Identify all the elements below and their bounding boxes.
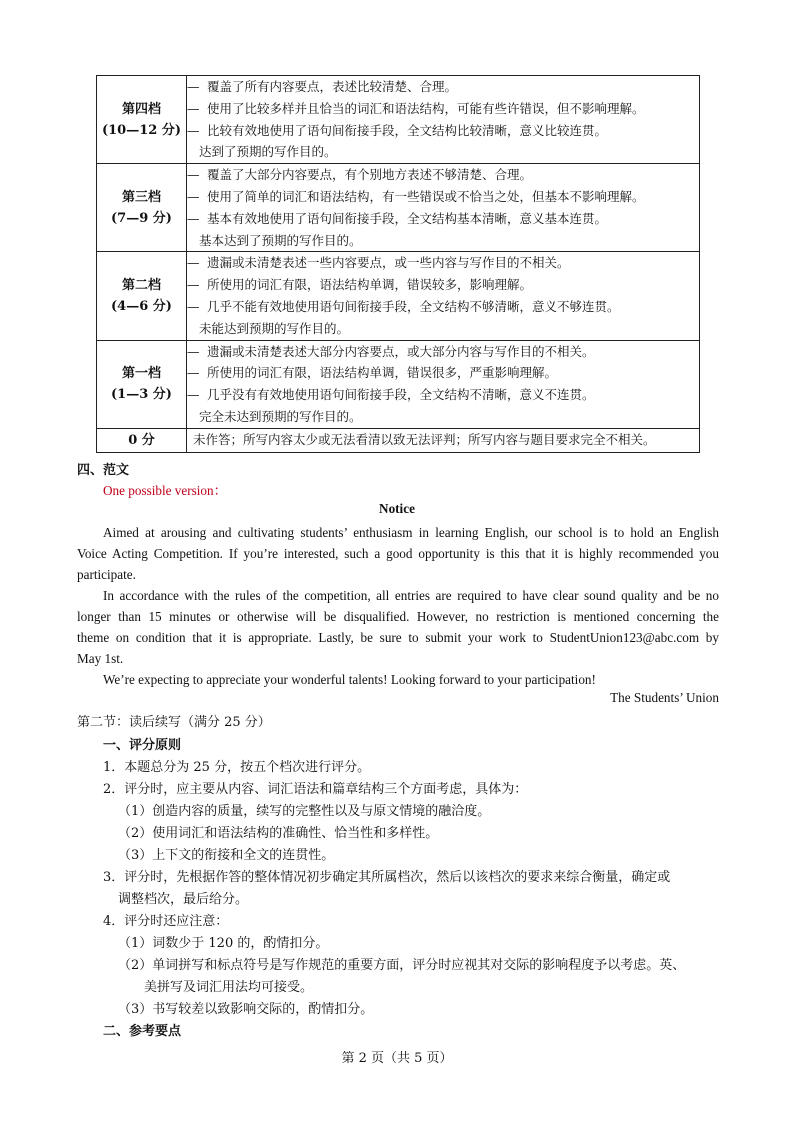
grade-level-cell (97, 252, 187, 340)
grade-zero-description: 未作答；所写内容太少或无法看清以致无法评判；所写内容与题目要求完全不相关。 (187, 428, 700, 452)
rule-subitem: （2）使用词汇和语法结构的准确性、恰当性和多样性。 (118, 826, 439, 841)
grade-level-cell (97, 76, 187, 164)
text-line: In accordance with the rules of the competition, all entries are required to have clear sound quality and be no (103, 588, 719, 603)
grade-level-cell (97, 164, 187, 252)
grade-description-cell (187, 252, 700, 340)
text-line: Voice Acting Competition. If you’re interested, such a good opportunity is this that it is highly recommended you (77, 546, 719, 561)
signature: The Students’ Union (610, 690, 719, 705)
grade-level-name: 第四档 (121, 101, 161, 117)
rule-item: 3．评分时，先根据作答的整体情况初步确定其所属档次，然后以该档次的要求来综合衡量，确定或 (103, 870, 671, 885)
criterion-line: — 几乎不能有效地使用语句间衔接手段，全文结构不够清晰，意义不够连贯。 (187, 298, 620, 314)
criterion-line: — 遗漏或未清楚表述一些内容要点，或一些内容与写作目的不相关。 (187, 255, 570, 271)
criterion-summary: 完全未达到预期的写作目的。 (199, 408, 362, 424)
criterion-line: — 基本有效地使用了语句间衔接手段，全文结构基本清晰，意义基本连贯。 (187, 210, 608, 226)
grade-row-1 (97, 340, 700, 428)
rule-item: 2．评分时，应主要从内容、词汇语法和篇章结构三个方面考虑，具体为： (103, 782, 528, 797)
criterion-line: — 覆盖了大部分内容要点，有个别地方表述不够清楚、合理。 (187, 167, 533, 183)
grade-level-score: (10—12 分) (101, 122, 181, 138)
grade-description-cell (187, 340, 700, 428)
criterion-line: — 比较有效地使用了语句间衔接手段，全文结构比较清晰，意义比较连贯。 (187, 122, 608, 138)
sample-label: One possible version： (103, 483, 227, 498)
rule-subitem: （2）单词拼写和标点符号是写作规范的重要方面，评分时应视其对交际的影响程度予以考虑。英、 (118, 958, 686, 973)
grading-table (96, 75, 700, 453)
rule-subitem: （1）词数少于 120 的，酌情扣分。 (118, 936, 329, 951)
text-line: May 1st. (77, 651, 124, 666)
criterion-summary: 未能达到预期的写作目的。 (199, 320, 350, 336)
grade-row-3 (97, 164, 700, 252)
criterion-line: — 使用了比较多样并且恰当的词汇和语法结构，可能有些许错误，但不影响理解。 (187, 100, 645, 116)
notice-title: Notice (379, 501, 415, 516)
sample-paragraph-1 (77, 522, 719, 585)
criterion-line: — 几乎没有有效地使用语句间衔接手段，全文结构不清晰，意义不连贯。 (187, 387, 595, 403)
text-line: We’re expecting to appreciate your wonderful talents! Looking forward to your participation! (103, 672, 596, 687)
criterion-line: — 遗漏或未清楚表述大部分内容要点，或大部分内容与写作目的不相关。 (187, 343, 595, 359)
reference-points-heading: 二、参考要点 (103, 1024, 182, 1039)
rule-item: 4．评分时还应注意： (103, 914, 229, 929)
grade-row-0 (97, 428, 700, 452)
criterion-line: — 覆盖了所有内容要点，表述比较清楚、合理。 (187, 79, 458, 94)
text-line: participate. (77, 567, 136, 582)
rule-subitem: （3）书写较差以致影响交际的，酌情扣分。 (118, 1002, 374, 1017)
grade-description-cell (187, 76, 700, 164)
grade-level-name: 第一档 (121, 366, 161, 382)
grade-row-4 (97, 76, 700, 164)
text-line: theme on condition that it is appropriate. Lastly, be sure to submit your work to StudentUnion123@abc.com by (77, 630, 719, 645)
grade-description-cell (187, 164, 700, 252)
criterion-line: — 所使用的词汇有限，语法结构单调，错误较多，影响理解。 (187, 277, 533, 293)
scoring-principles-heading: 一、评分原则 (103, 738, 182, 753)
criterion-summary: 达到了预期的写作目的。 (199, 144, 337, 160)
grade-level-name: 0 分 (97, 428, 187, 452)
text-line: Aimed at arousing and cultivating students’ enthusiasm in learning English, our school is to hold an English (103, 525, 719, 540)
criterion-line: — 所使用的词汇有限，语法结构单调，错误很多，严重影响理解。 (187, 365, 558, 381)
grade-level-score: (7—9 分) (111, 210, 172, 226)
sample-paragraph-2 (77, 585, 719, 669)
text-line: longer than 15 minutes or otherwise will be disqualified. However, no restriction is mentioned concerning the (77, 609, 719, 624)
rule-subitem-continued: 美拼写及词汇用法均可接受。 (144, 980, 314, 995)
grade-level-score: (1—3 分) (111, 387, 172, 403)
grade-row-2 (97, 252, 700, 340)
grade-level-score: (4—6 分) (111, 298, 172, 314)
page-number: 第 2 页（共 5 页） (341, 1051, 453, 1066)
criterion-line: — 使用了简单的词汇和语法结构，有一些错误或不恰当之处，但基本不影响理解。 (187, 188, 645, 204)
criterion-summary: 基本达到了预期的写作目的。 (199, 232, 362, 248)
rule-item-continued: 调整档次，最后给分。 (118, 892, 249, 907)
rule-subitem: （3）上下文的衔接和全文的连贯性。 (118, 848, 335, 863)
sample-heading: 四、范文 (77, 463, 130, 478)
grade-level-name: 第三档 (121, 189, 161, 205)
grade-level-cell (97, 340, 187, 428)
rule-subitem: （1）创造内容的质量，续写的完整性以及与原文情境的融洽度。 (118, 804, 491, 819)
grade-level-name: 第二档 (121, 277, 161, 293)
rule-item: 1．本题总分为 25 分，按五个档次进行评分。 (103, 760, 371, 775)
section-title: 第二节：读后续写（满分 25 分） (77, 715, 271, 730)
sample-paragraph-3 (77, 669, 719, 690)
